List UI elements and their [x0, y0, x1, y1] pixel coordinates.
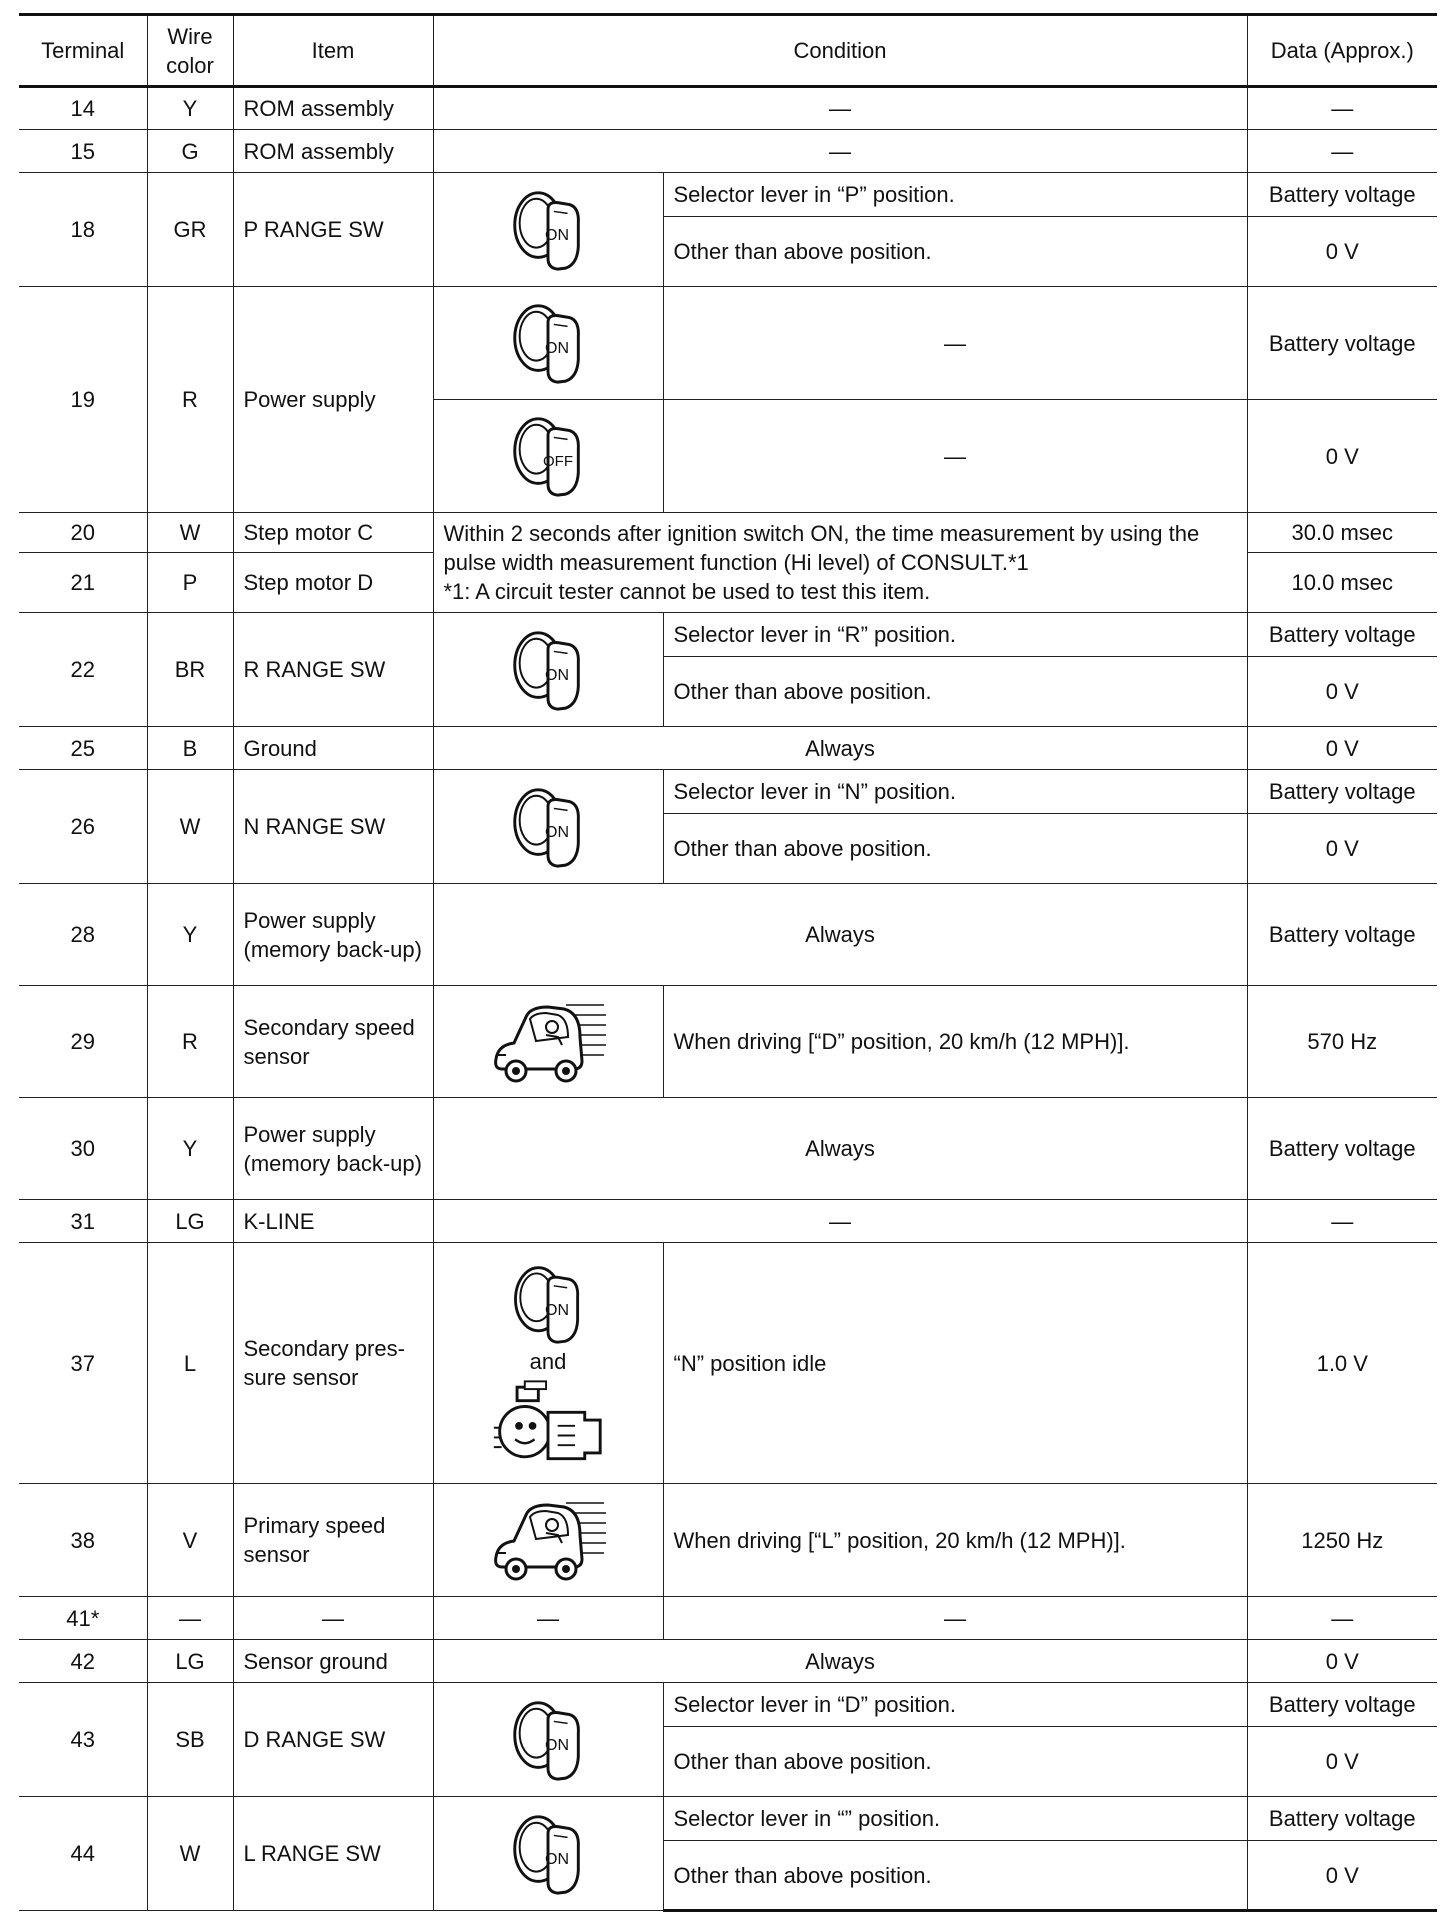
- item-cell: —: [233, 1597, 433, 1640]
- data-cell: 0 V: [1247, 1640, 1437, 1683]
- condition-cell: Other than above position.: [663, 1841, 1247, 1911]
- data-cell: Battery voltage: [1247, 1797, 1437, 1841]
- condition-cell: —: [663, 287, 1247, 400]
- data-cell: —: [1247, 1200, 1437, 1243]
- terminal-cell: 18: [19, 173, 147, 287]
- svg-text:ON: ON: [545, 226, 569, 244]
- terminal-reference-table: [19, 13, 1437, 1912]
- wire-color-cell: LG: [147, 1200, 233, 1243]
- table-row: [19, 1797, 1437, 1841]
- and-label: and: [529, 1349, 567, 1374]
- wire-color-cell: —: [147, 1597, 233, 1640]
- data-cell: Battery voltage: [1247, 287, 1437, 400]
- data-cell: Battery voltage: [1247, 1683, 1437, 1727]
- icon-cell: —: [433, 1597, 663, 1640]
- table-row: [19, 884, 1437, 986]
- table-header-row: [19, 15, 1437, 87]
- ignition-and-engine-icons: [433, 1243, 663, 1484]
- condition-cell: Selector lever in “P” position.: [663, 173, 1247, 217]
- item-cell: D RANGE SW: [233, 1683, 433, 1797]
- terminal-cell: 20: [19, 513, 147, 553]
- item-cell: Ground: [233, 727, 433, 770]
- table-row: [19, 613, 1437, 657]
- wire-color-cell: R: [147, 986, 233, 1098]
- table-row: [19, 1683, 1437, 1727]
- condition-cell: Selector lever in “R” position.: [663, 613, 1247, 657]
- ignition-on-icon: [433, 770, 663, 884]
- wire-color-cell: G: [147, 130, 233, 173]
- condition-cell: Always: [433, 1640, 1247, 1683]
- ignition-on-icon: [433, 287, 663, 400]
- condition-cell: Always: [433, 884, 1247, 986]
- condition-cell: When driving [“D” position, 20 km/h (12 MPH)].: [663, 986, 1247, 1098]
- item-cell: R RANGE SW: [233, 613, 433, 727]
- table-row: [19, 1098, 1437, 1200]
- item-cell: P RANGE SW: [233, 173, 433, 287]
- terminal-cell: 28: [19, 884, 147, 986]
- condition-cell: Other than above position.: [663, 814, 1247, 884]
- condition-cell: When driving [“L” position, 20 km/h (12 MPH)].: [663, 1484, 1247, 1597]
- terminal-cell: 37: [19, 1243, 147, 1484]
- connector-terminal-table-sheet: [19, 13, 1437, 1912]
- condition-cell: “N” position idle: [663, 1243, 1247, 1484]
- item-cell: Power supply: [233, 287, 433, 513]
- table-row: [19, 770, 1437, 814]
- header-condition: Condition: [433, 15, 1247, 87]
- header-data: Data (Approx.): [1247, 15, 1437, 87]
- table-row: [19, 1243, 1437, 1484]
- item-cell: Primary speed sensor: [233, 1484, 433, 1597]
- data-cell: Battery voltage: [1247, 173, 1437, 217]
- data-cell: 1.0 V: [1247, 1243, 1437, 1484]
- terminal-cell: 44: [19, 1797, 147, 1911]
- item-cell: Sensor ground: [233, 1640, 433, 1683]
- terminal-cell: 15: [19, 130, 147, 173]
- data-cell: 0 V: [1247, 400, 1437, 513]
- condition-cell: Always: [433, 727, 1247, 770]
- table-row: [19, 513, 1437, 553]
- data-cell: —: [1247, 130, 1437, 173]
- header-terminal: Terminal: [19, 15, 147, 87]
- data-cell: 0 V: [1247, 1727, 1437, 1797]
- data-cell: 30.0 msec: [1247, 513, 1437, 553]
- svg-text:ON: ON: [545, 823, 569, 841]
- wire-color-cell: B: [147, 727, 233, 770]
- terminal-cell: 25: [19, 727, 147, 770]
- engine-running-icon: [490, 1377, 606, 1465]
- wire-color-cell: SB: [147, 1683, 233, 1797]
- data-cell: Battery voltage: [1247, 770, 1437, 814]
- item-cell: K-LINE: [233, 1200, 433, 1243]
- ignition-off-icon: [433, 400, 663, 513]
- terminal-cell: 14: [19, 87, 147, 130]
- svg-text:ON: ON: [545, 340, 569, 357]
- item-cell: L RANGE SW: [233, 1797, 433, 1911]
- svg-text:ON: ON: [545, 1736, 569, 1754]
- terminal-cell: 38: [19, 1484, 147, 1597]
- terminal-cell: 42: [19, 1640, 147, 1683]
- ignition-on-icon: [433, 613, 663, 727]
- condition-cell: —: [433, 1200, 1247, 1243]
- ignition-on-icon: [505, 1261, 591, 1347]
- terminal-cell: 26: [19, 770, 147, 884]
- condition-cell: —: [663, 1597, 1247, 1640]
- wire-color-cell: Y: [147, 884, 233, 986]
- table-row: [19, 1640, 1437, 1683]
- condition-cell: Other than above position.: [663, 1727, 1247, 1797]
- wire-color-cell: GR: [147, 173, 233, 287]
- driving-car-icon: [433, 1484, 663, 1597]
- wire-color-cell: R: [147, 287, 233, 513]
- data-cell: 570 Hz: [1247, 986, 1437, 1098]
- data-cell: Battery voltage: [1247, 613, 1437, 657]
- condition-cell: Other than above position.: [663, 217, 1247, 287]
- item-cell: Power supply (memory back-up): [233, 1098, 433, 1200]
- data-cell: 10.0 msec: [1247, 553, 1437, 613]
- data-cell: Battery voltage: [1247, 884, 1437, 986]
- driving-car-icon: [433, 986, 663, 1098]
- condition-cell: Other than above position.: [663, 657, 1247, 727]
- table-row: [19, 986, 1437, 1098]
- table-row: [19, 130, 1437, 173]
- svg-text:ON: ON: [545, 1850, 569, 1868]
- data-cell: —: [1247, 87, 1437, 130]
- item-cell: ROM assembly: [233, 130, 433, 173]
- condition-cell: Selector lever in “D” position.: [663, 1683, 1247, 1727]
- table-row: [19, 173, 1437, 217]
- ignition-on-icon: [433, 1683, 663, 1797]
- svg-text:ON: ON: [545, 666, 569, 684]
- terminal-cell: 43: [19, 1683, 147, 1797]
- wire-color-cell: W: [147, 1797, 233, 1911]
- item-cell: Step motor C: [233, 513, 433, 553]
- data-cell: 1250 Hz: [1247, 1484, 1437, 1597]
- wire-color-cell: L: [147, 1243, 233, 1484]
- terminal-cell: 30: [19, 1098, 147, 1200]
- item-cell: Secondary speed sensor: [233, 986, 433, 1098]
- wire-color-cell: BR: [147, 613, 233, 727]
- table-row: [19, 87, 1437, 130]
- data-cell: Battery voltage: [1247, 1098, 1437, 1200]
- item-cell: Secondary pres-sure sensor: [233, 1243, 433, 1484]
- item-cell: ROM assembly: [233, 87, 433, 130]
- data-cell: 0 V: [1247, 657, 1437, 727]
- item-cell: Power supply (memory back-up): [233, 884, 433, 986]
- terminal-cell: 19: [19, 287, 147, 513]
- condition-cell: —: [433, 130, 1247, 173]
- wire-color-cell: W: [147, 513, 233, 553]
- item-cell: N RANGE SW: [233, 770, 433, 884]
- data-cell: 0 V: [1247, 1841, 1437, 1911]
- item-cell: Step motor D: [233, 553, 433, 613]
- data-cell: 0 V: [1247, 814, 1437, 884]
- terminal-cell: 31: [19, 1200, 147, 1243]
- svg-text:OFF: OFF: [543, 453, 573, 470]
- condition-cell: Selector lever in “” position.: [663, 1797, 1247, 1841]
- wire-color-cell: P: [147, 553, 233, 613]
- data-cell: —: [1247, 1597, 1437, 1640]
- terminal-cell: 29: [19, 986, 147, 1098]
- terminal-cell: 22: [19, 613, 147, 727]
- table-row: [19, 287, 1437, 400]
- data-cell: 0 V: [1247, 217, 1437, 287]
- wire-color-cell: Y: [147, 1098, 233, 1200]
- table-row: [19, 1200, 1437, 1243]
- condition-cell: Always: [433, 1098, 1247, 1200]
- wire-color-cell: LG: [147, 1640, 233, 1683]
- table-row: [19, 727, 1437, 770]
- header-item: Item: [233, 15, 433, 87]
- condition-cell: —: [433, 87, 1247, 130]
- terminal-cell: 21: [19, 553, 147, 613]
- ignition-on-icon: [433, 1797, 663, 1911]
- table-row: [19, 1484, 1437, 1597]
- condition-cell: Within 2 seconds after ignition switch ON, the time measurement by using the pulse width measurement function (Hi level) of CONSULT.*1 *1: A circuit tester cannot be used to test this item.: [433, 513, 1247, 613]
- wire-color-cell: W: [147, 770, 233, 884]
- data-cell: 0 V: [1247, 727, 1437, 770]
- ignition-on-icon: [433, 173, 663, 287]
- wire-color-cell: Y: [147, 87, 233, 130]
- wire-color-cell: V: [147, 1484, 233, 1597]
- condition-cell: —: [663, 400, 1247, 513]
- condition-cell: Selector lever in “N” position.: [663, 770, 1247, 814]
- terminal-cell: 41*: [19, 1597, 147, 1640]
- table-row: [19, 1597, 1437, 1640]
- header-wire-color: Wire color: [147, 15, 233, 87]
- svg-text:ON: ON: [545, 1302, 569, 1319]
